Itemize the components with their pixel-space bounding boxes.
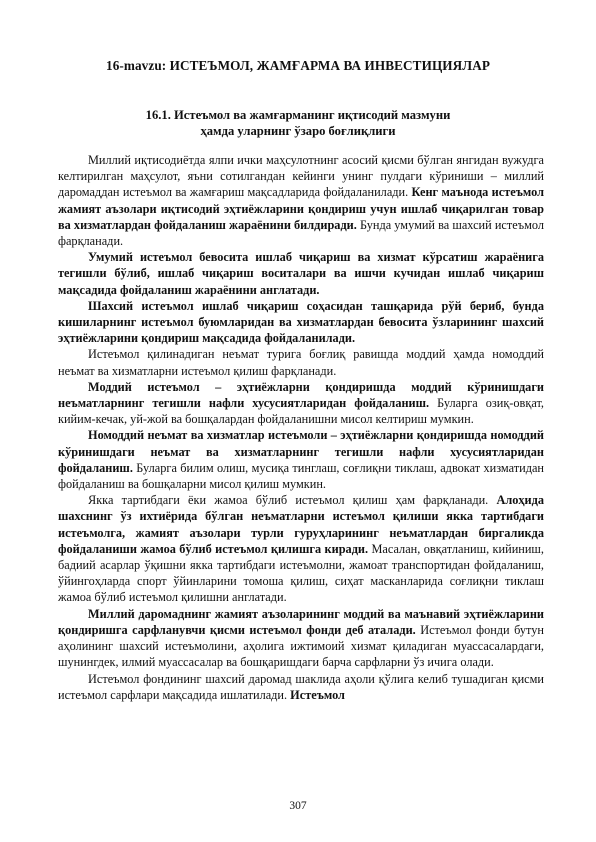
paragraph — [58, 606, 544, 671]
paragraph — [58, 152, 544, 249]
bold-text-run: Шахсий истеъмол ишлаб чиқариш соҳасидан ташқарида рўй бериб, бунда кишиларнинг истеъмол буюмларидан ва хизматлардан бевосита ўзларининг шахсий эҳтиёжларини қондириш мақсадида фойдаланилади. — [58, 298, 544, 346]
paragraph — [58, 427, 544, 492]
page-number: 307 — [289, 800, 307, 812]
paragraph — [58, 671, 544, 703]
text-run: Буларга озиқ-овқат, кийим-кечак, уй-жой ва бошқалардан фойдаланишни мисол келтириш мумкин. — [58, 396, 544, 427]
paragraph — [58, 492, 544, 605]
section-title-line-1: 16.1. Истеъмол ва жамғарманинг иқтисодий мазмуни — [145, 108, 451, 122]
bold-text-run: Алоҳида шахснинг ўз ихтиёрида бўлган неъматларни истеъмол қилиши якка тартибдаги истеъмолга, жамият аъзолари турли гуруҳларининг неъматлардан биргаликда фойдаланиши жамоа бўлиб истеъмол қилишга киради. — [58, 493, 544, 556]
text-run: Масалан, овқатланиш, кийиниш, бадиий асарлар ўқишни якка тартибдаги истеъмолни, жамоат транспортидан фойдаланиш, ўйингоҳларда спорт ўйинларини томоша қилиш, сиҳат масканларида соғлиқни тиклаш жамоа бўлиб истеъмол қилишни англатади. — [58, 541, 544, 605]
text-run: Якка тартибдаги ёки жамоа бўлиб истеъмол қилиш ҳам фарқланади. — [88, 493, 497, 508]
body-text — [58, 152, 544, 703]
paragraph — [58, 298, 544, 347]
paragraph — [58, 249, 544, 298]
paragraph — [58, 379, 544, 428]
text-run: Миллий иқтисодиётда ялпи ички маҳсулотнинг асосий қисми бўлган янгидан вужудга келтирилган маҳсулот, яъни сотилгандан кейинги унинг пулдаги кўриниши – миллий даромаддан истеъмол ва жамғариш мақсадларида фойдаланилади. — [58, 153, 544, 200]
bold-text-run: Миллий даромаднинг жамият аъзоларининг моддий ва маънавий эҳтиёжларини қондиришга сарфланувчи қисми истеъмол фонди деб аталади. — [58, 606, 544, 637]
bold-text-run: Номоддий неъмат ва хизматлар истеъмоли – эҳтиёжларни қондиришда номоддий кўринишдаги неъмат ва хизматларнинг тегишли нафли хусусиятларидан фойдаланиш. — [58, 428, 544, 475]
text-run: Истеъмол қилинадиган неъмат турига боғлиқ равишда моддий ҳамда номоддий неъмат ва хизматларни истеъмол қилиш фарқланади. — [58, 347, 544, 378]
bold-text-run: Моддий истеъмол – эҳтиёжларни қондиришда моддий кўринишдаги неъматларнинг тегишли нафли хусусиятларидан фойдаланиш. — [58, 379, 544, 411]
text-run: Истеъмол фондининг шахсий даромад шаклида аҳоли қўлига келиб тушадиган қисми истеъмол сарфлари мақсадида ишлатилади. — [58, 671, 544, 702]
text-run: Буларга билим олиш, мусиқа тинглаш, соғлиқни тиклаш, адвокат хизматидан фойдаланиш ва бошқаларни мисол қилиш мумкин. — [58, 460, 544, 492]
bold-text-run: Умумий истеъмол бевосита ишлаб чиқариш ва хизмат кўрсатиш жараёнига тегишли бўлиб, ишлаб чиқариш воситалари ва ишчи кучидан ишлаб чиқариш мақсадида фойдаланиш жараёнини англатади. — [58, 250, 544, 297]
bold-text-run: Кенг маънода истеъмол жамият аъзолари иқтисодий эҳтиёжларини қондириш учун ишлаб чиқарилган товар ва хизматлардан фойдаланиш жараёнини билдиради. — [58, 185, 544, 232]
bold-text-run: Истеъмол — [290, 687, 345, 702]
chapter-title: 16-mavzu: ИСТЕЪМОЛ, ЖАМҒАРМА ВА ИНВЕСТИЦИЯЛАР — [106, 58, 490, 73]
text-run: Бунда умумий ва шахсий истеъмол фарқланади. — [58, 217, 544, 249]
text-run: Истеъмол фонди бутун аҳолининг шахсий истеъмолини, аҳолига ижтимоий хизмат қиладиган муассасалардаги, шунингдек, илмий муассасалар ва бошқаришдаги барча сарфларни ўз ичига олади. — [58, 622, 544, 670]
paragraph — [58, 346, 544, 378]
section-title-line-2: ҳамда уларнинг ўзаро боғлиқлиги — [200, 124, 396, 138]
